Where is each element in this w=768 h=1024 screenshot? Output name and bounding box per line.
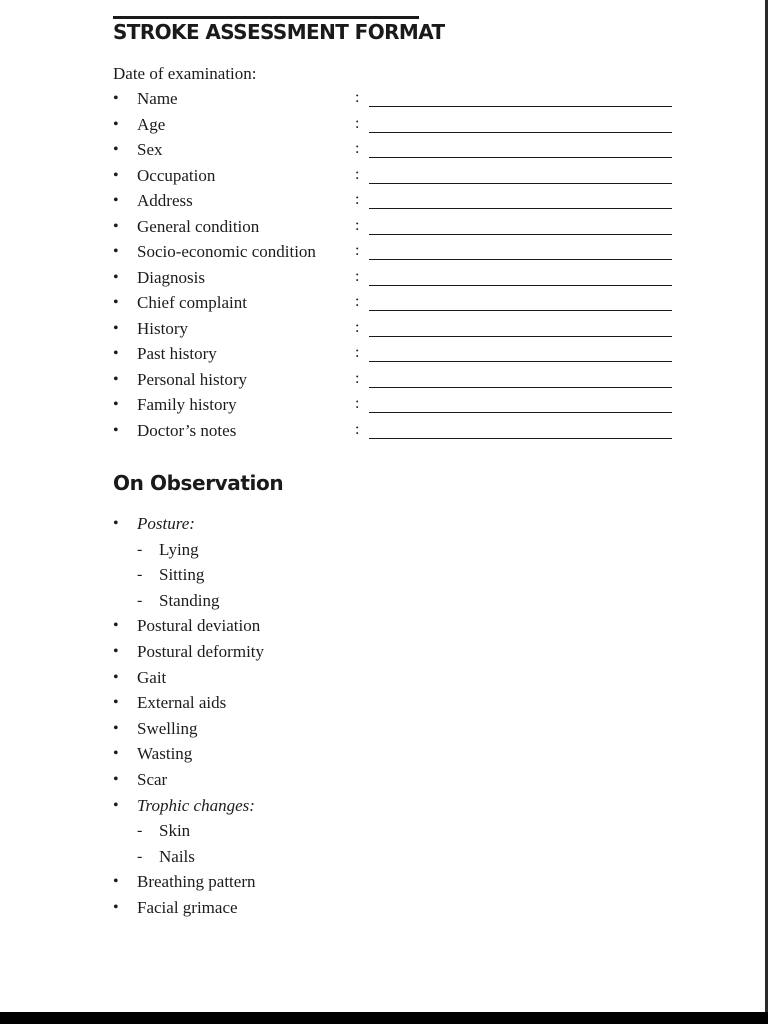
bullet-icon: •: [113, 141, 119, 158]
observation-text: Gait: [137, 667, 167, 687]
field-colon: :: [355, 114, 360, 132]
fill-in-line[interactable]: [369, 336, 672, 337]
field-colon: :: [355, 369, 360, 387]
field-row: [113, 217, 683, 241]
bullet-icon: •: [113, 396, 119, 413]
bullet-icon: •: [113, 166, 119, 184]
field-colon: :: [355, 191, 360, 208]
observation-text: Postural deformity: [137, 642, 265, 661]
dash-icon: -: [137, 540, 143, 558]
field-row: [113, 370, 683, 394]
field-row: [113, 293, 683, 317]
fill-in-line[interactable]: [369, 208, 672, 209]
observation-text: Postural deviation: [137, 616, 261, 636]
fill-in-line[interactable]: [369, 310, 672, 311]
dash-icon: -: [137, 822, 143, 840]
field-colon: :: [355, 242, 360, 259]
field-row: [113, 395, 683, 419]
bullet-icon: •: [113, 90, 119, 107]
observation-text: External aids: [137, 693, 227, 713]
observation-text: Scar: [137, 770, 168, 789]
bullet-icon: •: [113, 294, 119, 311]
bullet-icon: •: [113, 668, 119, 686]
date-of-examination-label: Date of examination:: [113, 64, 257, 83]
field-label: Past history: [137, 344, 217, 363]
bullet-icon: •: [113, 115, 119, 133]
bullet-icon: •: [113, 268, 119, 286]
field-label: Doctor’s notes: [137, 420, 237, 440]
fill-in-line[interactable]: [369, 361, 672, 362]
bullet-icon: •: [113, 694, 119, 712]
bullet-icon: •: [113, 771, 119, 788]
bullet-icon: •: [113, 617, 119, 635]
field-label: Diagnosis: [137, 267, 205, 287]
field-colon: :: [355, 165, 360, 183]
fill-in-line[interactable]: [369, 285, 672, 286]
field-row: [113, 242, 683, 266]
field-colon: :: [355, 420, 360, 438]
field-label: Personal history: [137, 369, 248, 389]
bullet-icon: •: [113, 643, 119, 660]
field-label: Socio-economic condition: [137, 242, 316, 261]
bullet-icon: •: [113, 745, 119, 763]
bullet-icon: •: [113, 719, 119, 737]
field-row: [113, 344, 683, 368]
observation-text: Skin: [159, 821, 191, 841]
dash-icon: -: [137, 591, 143, 609]
field-label: Address: [137, 191, 193, 210]
observation-text: Posture:: [137, 514, 195, 533]
bullet-icon: •: [113, 796, 119, 814]
field-colon: :: [355, 318, 360, 336]
bullet-icon: •: [113, 319, 119, 337]
document-title: STROKE ASSESSMENT FORMAT: [113, 20, 445, 44]
on-observation-heading: On Observation: [113, 471, 284, 495]
fill-in-line[interactable]: [369, 183, 672, 184]
fill-in-line[interactable]: [369, 157, 672, 158]
field-colon: :: [355, 140, 360, 157]
fill-in-line[interactable]: [369, 387, 672, 388]
field-row: [113, 89, 683, 113]
field-label: Chief complaint: [137, 293, 248, 312]
field-colon: :: [355, 293, 360, 310]
dash-icon: -: [137, 566, 143, 584]
bullet-icon: •: [113, 421, 119, 439]
observation-text: Wasting: [137, 744, 193, 764]
bottom-bar: [0, 1012, 768, 1024]
dash-icon: -: [137, 847, 143, 865]
field-label: Sex: [137, 140, 163, 159]
fill-in-line[interactable]: [369, 234, 672, 235]
observation-text: Trophic changes:: [137, 795, 255, 815]
field-label: Name: [137, 89, 178, 108]
field-colon: :: [355, 216, 360, 234]
bullet-icon: •: [113, 873, 119, 891]
fill-in-line[interactable]: [369, 412, 672, 413]
field-colon: :: [355, 267, 360, 285]
fill-in-line[interactable]: [369, 132, 672, 133]
observation-text: Sitting: [159, 565, 205, 585]
bullet-icon: •: [113, 192, 119, 209]
observation-text: Lying: [159, 539, 199, 559]
bullet-icon: •: [113, 899, 119, 916]
field-label: History: [137, 318, 188, 338]
field-label: Occupation: [137, 165, 216, 185]
field-colon: :: [355, 89, 360, 106]
bullet-icon: •: [113, 217, 119, 235]
bullet-icon: •: [113, 243, 119, 260]
observation-text: Standing: [159, 590, 220, 610]
field-row: [113, 191, 683, 215]
field-label: Age: [137, 114, 166, 134]
field-row: [113, 421, 683, 445]
fill-in-line[interactable]: [369, 259, 672, 260]
bullet-icon: •: [113, 345, 119, 362]
field-colon: :: [355, 395, 360, 412]
field-row: [113, 115, 683, 139]
observation-text: Facial grimace: [137, 898, 238, 917]
observation-text: Nails: [159, 846, 195, 866]
field-colon: :: [355, 344, 360, 361]
bullet-icon: •: [113, 370, 119, 388]
observation-text: Breathing pattern: [137, 872, 256, 892]
field-row: [113, 140, 683, 164]
field-row: [113, 166, 683, 190]
field-row: [113, 319, 683, 343]
fill-in-line[interactable]: [369, 438, 672, 439]
observation-text: Swelling: [137, 718, 198, 738]
field-row: [113, 268, 683, 292]
title-rule: [113, 16, 419, 19]
field-label: Family history: [137, 395, 237, 414]
fill-in-line[interactable]: [369, 106, 672, 107]
field-label: General condition: [137, 216, 260, 236]
bullet-icon: •: [113, 515, 119, 532]
